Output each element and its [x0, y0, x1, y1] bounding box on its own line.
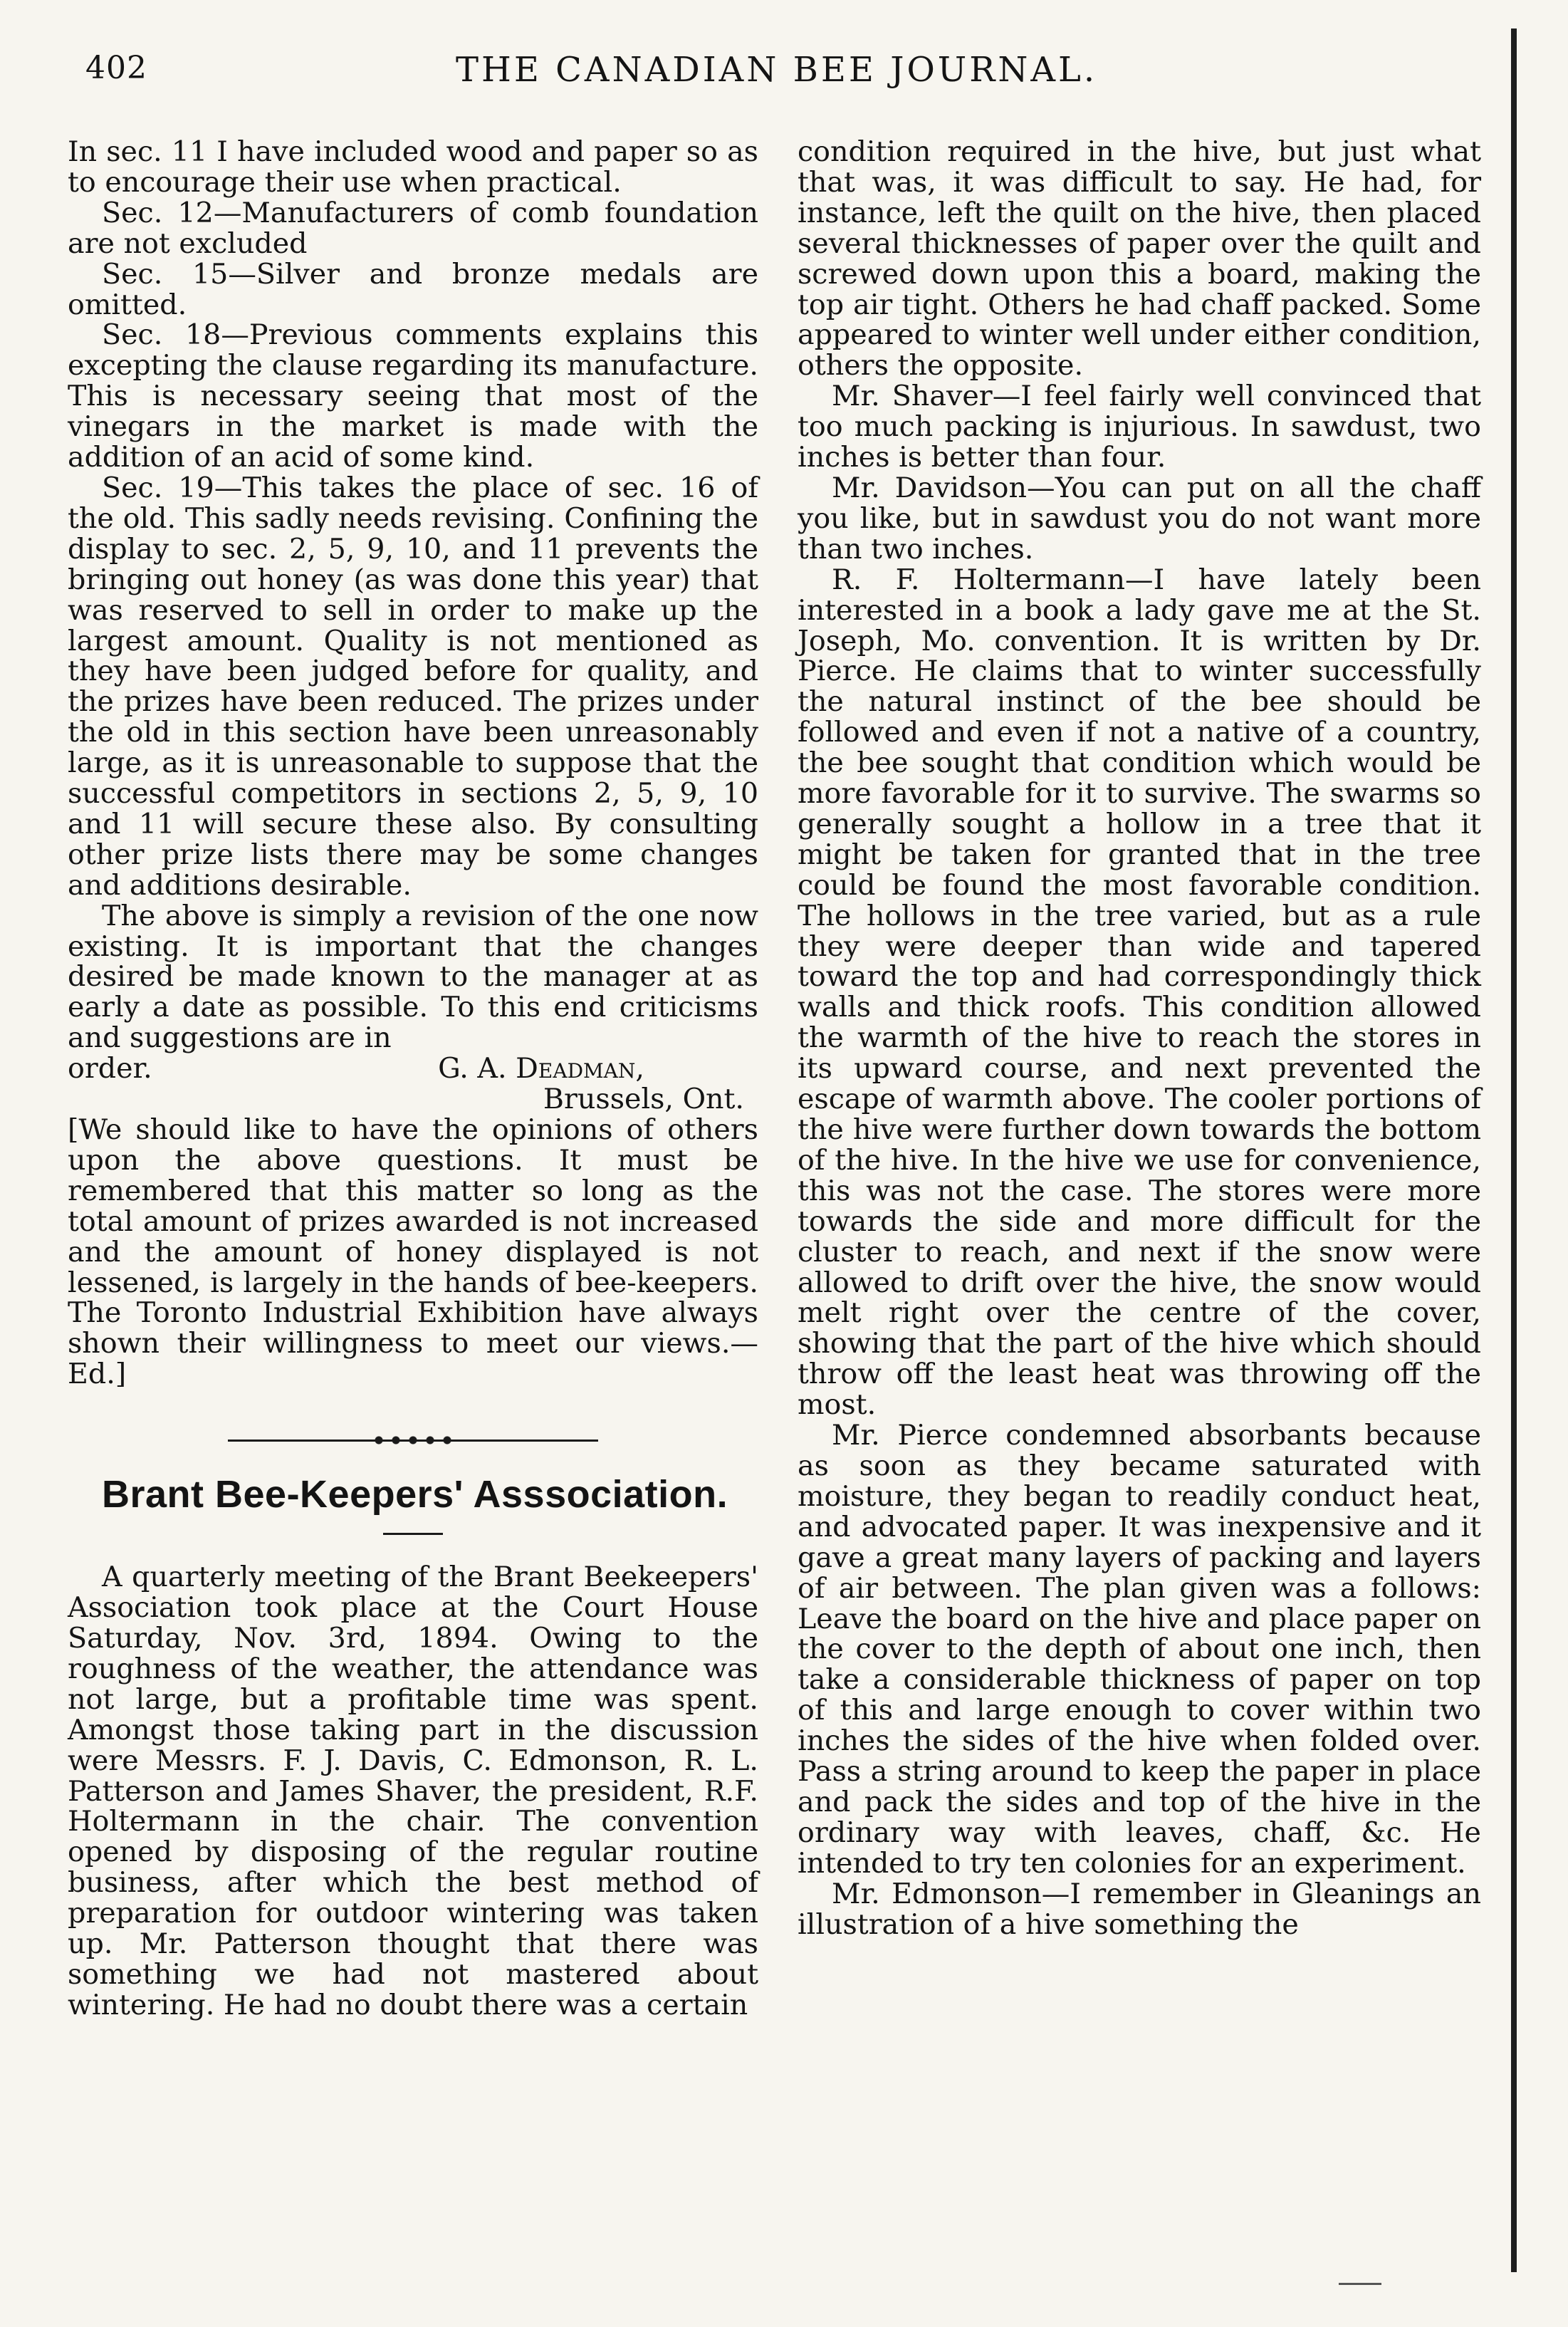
- right-column: [798, 137, 1481, 1940]
- signature-name: G. A. Deadman,: [438, 1052, 644, 1086]
- signature-lead: order.: [68, 1052, 152, 1086]
- page-header: [85, 50, 1474, 107]
- editor-note: [We should like to have the opinions of others upon the above questions. It must be remembered that this matter so long as the total amount of prizes awarded is not increased and the amount of honey displayed is not lessened, is largely in the hands of bee-keepers. The Toronto Industrial Exhibition have always shown their willingness to meet our views.—Ed.]: [68, 1113, 758, 1391]
- divider-ornament: [370, 1436, 456, 1444]
- signature-line: [68, 1053, 758, 1084]
- paragraph: Sec. 15—Silver and bronze medals are omitted.: [68, 257, 758, 321]
- section-heading: Brant Bee-Keepers' Asssociation.: [102, 1473, 728, 1516]
- paragraph: Sec. 18—Previous comments explains this excepting the clause regarding its manufacture. This is necessary seeing that most of the vinegars in the market is made with the addition of an acid of some kind.: [68, 318, 758, 474]
- page-number: 402: [85, 50, 147, 86]
- signature-place: Brussels, Ont.: [543, 1083, 744, 1116]
- paragraph: R. F. Holtermann—I have lately been interested in a book a lady gave me at the St. Joseph, Mo. convention. It is written by Dr. Pierce. He claims that to winter successfully the natural instinct of the bee should be followed and even if not a native of a country, the bee sought that condition which would be more favorable for it to survive. The swarms so generally sought a hollow in a tree that it might be taken for granted that in the tree could be found the most favorable condition. The hollows in the tree varied, but as a rule they were deeper than wide and tapered toward the top and had correspondingly thick walls and thick roofs. This condition allowed the warmth of the hive to reach the stores in its upward course, and next prevented the escape of warmth above. The cooler portions of the hive were further down towards the bottom of the hive. In the hive we use for convenience, this was not the case. The stores were more towards the side and more difficult for the cluster to reach, and next if the snow were allowed to drift over the hive, the snow would melt right over the centre of the cover, showing that the part of the hive which should throw off the least heat was throwing off the most.: [798, 563, 1481, 1422]
- heading-rule: [383, 1533, 443, 1535]
- paragraph: In sec. 11 I have included wood and paper so as to encourage their use when practical.: [68, 135, 758, 199]
- paragraph: Sec. 19—This takes the place of sec. 16 of the old. This sadly needs revising. Confining the display to sec. 2, 5, 9, 10, and 11 prevents the bringing out honey (as was done this year) that was reserved to sell in order to make up the largest amount. Quality is not mentioned as they have been judged before for quality, and the prizes have been reduced. The prizes under the old in this section have been unreasonably large, as it is unreasonable to suppose that the successful competitors in sections 2, 5, 9, 10 and 11 will secure these also. By consulting other prize lists there may be some changes and additions desirable.: [68, 471, 758, 902]
- paragraph: A quarterly meeting of the Brant Beekeepers' Association took place at the Court House Saturday, Nov. 3rd, 1894. Owing to the roughness of the weather, the attendance was not large, but a profitable time was spent. Amongst those taking part in the discussion were Messrs. F. J. Davis, C. Edmonson, R. L. Patterson and James Shaver, the president, R.F. Holtermann in the chair. The convention opened by disposing of the regular routine business, after which the best method of preparation for outdoor wintering was taken up. Mr. Patterson thought that there was something we had not mastered about wintering. He had no doubt there was a certain: [68, 1561, 758, 2021]
- section-divider: [228, 1440, 598, 1442]
- paragraph: Mr. Edmonson—I remember in Gleanings an illustration of a hive something the: [798, 1877, 1481, 1941]
- left-column: [68, 137, 758, 2021]
- paragraph: The above is simply a revision of the one now existing. It is important that the changes desired be made known to the manager at as early a date as possible. To this end criticisms and suggestions are in: [68, 899, 758, 1055]
- paragraph: condition required in the hive, but just what that was, it was difficult to say. He had, for instance, left the quilt on the hive, then placed several thicknesses of paper over the quilt and screwed down upon this a board, making the top air tight. Others he had chaff packed. Some appeared to winter well under either condition, others the opposite.: [798, 135, 1481, 382]
- paragraph: Mr. Shaver—I feel fairly well convinced that too much packing is injurious. In sawdust, two inches is better than four.: [798, 380, 1481, 474]
- page-mark: [1339, 2283, 1381, 2285]
- paragraph: Mr. Davidson—You can put on all the chaff you like, but in sawdust you do not want more than two inches.: [798, 471, 1481, 566]
- journal-title: THE CANADIAN BEE JOURNAL.: [456, 50, 1098, 90]
- binding-edge: [1511, 28, 1517, 2272]
- paragraph: Sec. 12—Manufacturers of comb foundation are not excluded: [68, 196, 758, 260]
- paragraph: Mr. Pierce condemned absorbants because as soon as they became saturated with moisture, they began to readily conduct heat, and advocated paper. It was inexpensive and it gave a great many layers of packing and layers of air between. The plan given was a follows: Leave the board on the hive and place paper on the cover to the depth of about one inch, then take a considerable thickness of paper on top of this and large enough to cover within two inches the sides of the hive when folded over. Pass a string around to keep the paper in place and pack the sides and top of the hive in the ordinary way with leaves, chaff, &c. He intended to try ten colonies for an experiment.: [798, 1419, 1481, 1880]
